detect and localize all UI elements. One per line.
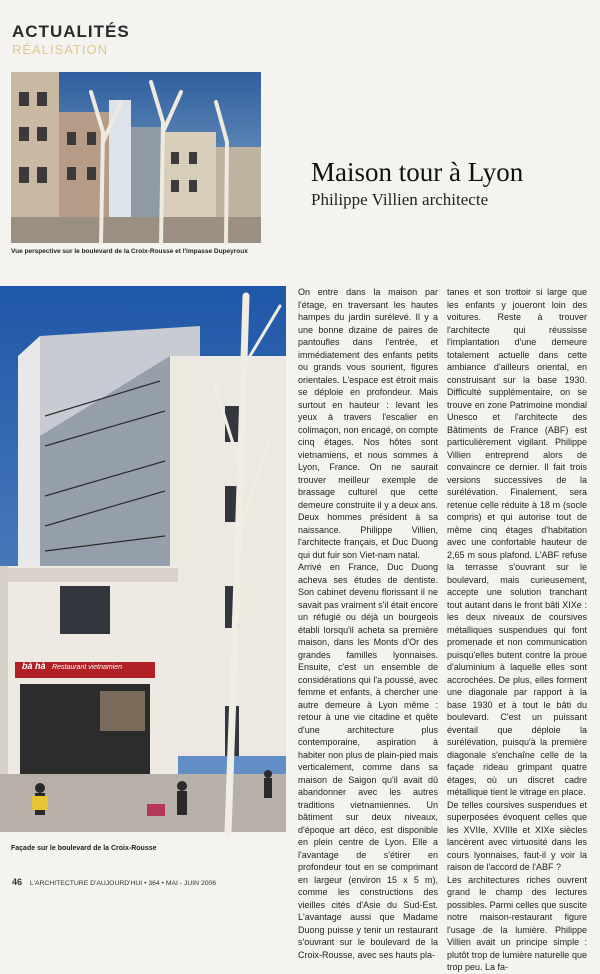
restaurant-sign-line: Restaurant vietnamien [52, 664, 123, 671]
paragraph: On entre dans la maison par l'étage, en traversant les hautes hampes du jardin surélevé. Il y a une bonne dizaine de paires de pantoufles dans l'entrée, et immédiatement des enfants petits ou grands vous sourient, figures orientales. L'espace est étroit mais se déploie en profondeur. Mais surtout en hauteur : levant les yeux à travers l'escalier en colimaçon, non encagé, on compte cinq étages. Nos hôtes sont vietnamiens, et nous sommes à Lyon, France. On ne saurait trouver meilleur exemple de brassage culturel que cette demeure construite il y a deux ans. Deux hommes président à sa naissance. Philippe Villien, l'architecte français, et Duc Duong qui dut fuir son Viet-nam natal. [298, 287, 438, 560]
journal-info: L'ARCHITECTURE D'AUJOURD'HUI • 364 • MAI - JUIN 2006 [29, 880, 217, 887]
paragraph: Arrivé en France, Duc Duong acheva ses études de dentiste. Son cabinet devenu florissant il ne savait pas vraiment s'il était encore un réfugié ou déjà un bourgeois établi lorsqu'il acheta sa première maison, dans les Monts d'Or des grandes familles lyonnaises. Ensuite, c'est un ensemble de considérations qui l'a poussé, avec femme et enfants, à chercher une autre demeure à Lyon même : retour à une vie citadine et quête d'une architecture plus contemporaine, aspiration à habiter non plus de plain-pied mais verticalement, comme dans sa maison de Saigon qu'il avait dû abandonner avec les autres traditions vietnamiennes. Un bâtiment sur deux niveaux, d'époque art déco, est disponible en plein centre de Lyon. Elle a l'avantage de s'étirer en profondeur tout en se comprimant en largeur (environ 15 x 5 m), comme les constructions des vieilles cités d'Asie du Sud-Est. L'avantage aussi que Madame Duong puisse y tenir un restaurant s'ouvrant sur le boulevard de la Croix-Rousse, avec ses hauts pla- [298, 562, 438, 960]
facade-photo [0, 286, 286, 832]
paragraph: De telles coursives suspendues et superposées évoquent celles que les XVIIe, XVIIIe et XIXe siècles lancèrent avec virtuosité dans les cours lyonnaises, faut-il y voir la raison de l'accord de l'ABF ? [447, 799, 587, 872]
photo1-caption: Vue perspective sur le boulevard de la Croix-Rousse et l'impasse Dupeyroux [11, 248, 248, 255]
paragraph: tanes et son trottoir si large que les enfants y joueront loin des voitures. Reste à trouver l'architecte qui réussisse l'implantation d'une demeure totalement actuelle dans cette ambiance d'ailleurs oriental, en construisant sur la base 1930. Difficulté supplémentaire, on se trouve en zone Patrimoine mondial Unesco et l'architecte des Bâtiments de France (ABF) est particulièrement vigilant. Philippe Villien entreprend alors de convaincre ce dernier. Il fait trois versions successives de la surélévation. Finalement, sera retenue celle réduite à 18 m (socle compris) et qui autorise tout de même cinq étages d'habitation avec une confortable hauteur de 2,65 m sous plafond. L'ABF refuse la terrasse s'ouvrant sur le boulevard, mais curieusement, accepte une solution tranchant tout autant dans le front bâti XIXe : les deux niveaux de coursives métalliques suspendues qui font promenade et non communication puisqu'elles butent contre la proue d'aluminium à laquelle elles sont accrochées. De plus, elles forment une diagonale par rapport à la base 1930 et à tout le bâti du boulevard. C'est un puissant éventail que déploie la surélévation, puisqu'à la première diagonale s'enchaîne celle de la façade rideau grimpant quatre étages, où un discret cadre métallique tient le vitrage en place. [447, 287, 587, 797]
page-footer [12, 877, 216, 887]
body-column-1 [298, 286, 438, 960]
paragraph: Les architectures riches ouvrent grand le champ des lectures possibles. Parmi celles que suscite notre maison-restaurant figure l'usage de la lumière. Philippe Villien avait un principe simple : plutôt trop de lumière naturelle que trop peu. La fa- [447, 874, 587, 972]
body-column-2 [447, 286, 587, 972]
restaurant-sign-text [22, 661, 122, 671]
article-title: Maison tour à Lyon [311, 157, 524, 187]
street-perspective-photo [11, 72, 261, 243]
article-subtitle: Philippe Villien architecte [311, 190, 489, 209]
subsection-label: RÉALISATION [12, 42, 109, 57]
page-number: 46 [12, 877, 23, 887]
photo2-caption: Façade sur le boulevard de la Croix-Rousse [11, 845, 157, 852]
restaurant-name: bà hà [22, 661, 46, 671]
section-label: ACTUALITÉS [12, 22, 130, 41]
